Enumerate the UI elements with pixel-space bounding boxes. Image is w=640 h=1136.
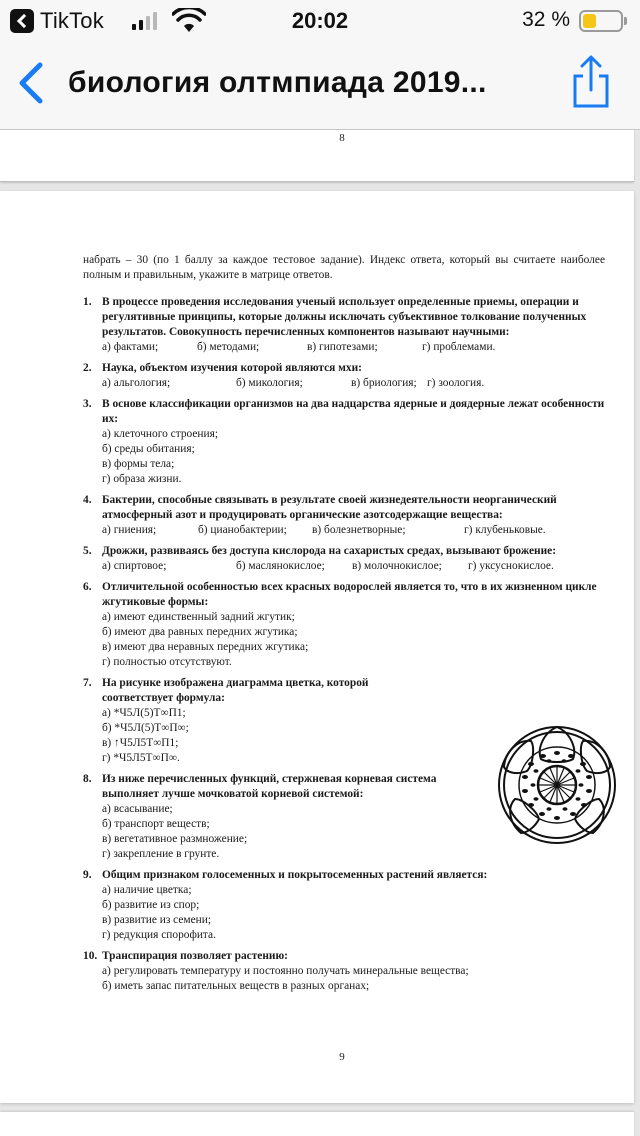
intro-paragraph: набрать – 30 (по 1 баллу за каждое тестовое задание). Индекс ответа, который вы считаете наиболее полным и правильным, укажите в матрице ответов. [83, 254, 605, 281]
option: г) полностью отсутствуют. [102, 656, 232, 668]
option: б) развитие из спор; [102, 899, 200, 911]
question-stem: Из ниже перечисленных функций, стержневая корневая система выполняет лучше мочковатой корневой системой: [102, 773, 437, 800]
option: г) редукция спорофита. [102, 929, 216, 941]
clock: 20:02 [291, 8, 349, 33]
previous-page-number: 8 [339, 132, 345, 144]
option: б) методами; [197, 341, 260, 353]
option: б) среды обитания; [102, 443, 195, 455]
question-stem: В основе классификации организмов на два надцарства ядерные и доядерные лежат особенности их: [102, 398, 605, 425]
question-7: 7. На рисунке изображена диаграмма цветка, которой соответствует формула: а) *Ч5Л(5)Т∞П1; б) *Ч5Л(5)Т∞П∞; в) ↑Ч5Л5Т∞П1; г) *Ч5Л5Т∞П∞. [83, 676, 605, 766]
option: а) всасывание; [102, 803, 173, 815]
option: в) гипотезами; [307, 341, 378, 353]
page-content [83, 253, 605, 1000]
option: г) клубеньковые. [464, 524, 546, 536]
option: б) цианобактерии; [198, 524, 287, 536]
option: а) альгология; [102, 377, 171, 389]
option: а) гниения; [102, 524, 157, 536]
question-stem: Отличительной особенностью всех красных водорослей является то, что в их жизненном цикле жгутиковые формы: [102, 581, 597, 608]
next-page [0, 1112, 634, 1136]
option: б) имеют два равных передних жгутика; [102, 626, 298, 638]
option: б) маслянокислое; [236, 560, 325, 572]
question-1: 1. В процессе проведения исследования ученый использует определенные приемы, операции и регулятивные принципы, которые должны исключать субъективное толкование полученных результатов. Совокупность перечисленных компонентов называют научными: а) фактами; б) методами; в) гипотезами; г) проблемами. [83, 295, 605, 355]
question-6: 6. Отличительной особенностью всех красных водорослей является то, что в их жизненном цикле жгутиковые формы: а) имеют единственный задний жгутик; б) имеют два равных передних жгутика; в) имеют два неравных передних жгутика; г) полностью отсутствуют. [83, 580, 605, 670]
option: в) имеют два неравных передних жгутика; [102, 641, 309, 653]
question-2: 2. Наука, объектом изучения которой являются мхи: а) альгология; б) микология; в) бриология; г) зоология. [83, 361, 605, 391]
question-5: 5. Дрожжи, развиваясь без доступа кислорода на сахаристых средах, вызывают брожение: а) спиртовое; б) маслянокислое; в) молочнокислое; г) уксуснокислое. [83, 544, 605, 574]
formula-option: г) *Ч5Л5Т∞П∞. [102, 752, 180, 764]
question-stem: Бактерии, способные связывать в результате своей жизнедеятельности неорганический атмосферный азот и продуцировать органические азотсодержащие вещества: [102, 494, 557, 521]
question-8: 8. Из ниже перечисленных функций, стержневая корневая система выполняет лучше мочковатой корневой системой: а) всасывание; б) транспорт веществ; в) вегетативное размножение; г) закрепление в грунте. [83, 772, 605, 862]
option: б) иметь запас питательных веществ в разных органах; [102, 980, 370, 992]
option: а) клеточного строения; [102, 428, 219, 440]
option: г) уксуснокислое. [468, 560, 554, 572]
option: б) микология; [236, 377, 303, 389]
option: б) транспорт веществ; [102, 818, 210, 830]
document-page [0, 191, 634, 1103]
question-3: 3. В основе классификации организмов на два надцарства ядерные и доядерные лежат особенности их: а) клеточного строения; б) среды обитания; в) формы тела; г) образа жизни. [83, 398, 605, 485]
option: в) болезнетворные; [312, 524, 406, 536]
option: г) образа жизни. [102, 473, 182, 485]
formula-option: а) *Ч5Л(5)Т∞П1; [102, 707, 186, 719]
option: г) зоология. [427, 377, 485, 389]
question-stem: На рисунке изображена диаграмма цветка, которой соответствует формула: [102, 677, 369, 704]
question-stem: Наука, объектом изучения которой являются мхи: [102, 362, 362, 374]
question-stem: Общим признаком голосеменных и покрытосеменных растений является: [102, 869, 488, 881]
battery-percentage: 32 % [522, 8, 570, 31]
option: в) молочнокислое; [352, 560, 442, 572]
option: а) спиртовое; [102, 560, 167, 572]
flower-diagram-image [485, 719, 630, 851]
option: г) закрепление в грунте. [102, 848, 220, 860]
question-stem: Транспирация позволяет растению: [102, 950, 288, 962]
navigation-bar [0, 42, 640, 130]
question-10: 10. Транспирация позволяет растению: а) регулировать температуру и постоянно получать минеральные вещества; б) иметь запас питательных веществ в разных органах; [83, 949, 605, 994]
option: в) бриология; [351, 377, 417, 389]
battery-icon [579, 10, 623, 32]
option: а) имеют единственный задний жгутик; [102, 611, 295, 623]
option: а) наличие цветка; [102, 884, 192, 896]
back-chevron-icon[interactable] [12, 60, 52, 106]
question-4: 4. Бактерии, способные связывать в результате своей жизнедеятельности неорганический атмосферный азот и продуцировать органические азотсодержащие вещества: а) гниения; б) цианобактерии; в) болезнетворные; г) клубеньковые. [83, 493, 605, 538]
option: г) проблемами. [422, 341, 496, 353]
option: в) вегетативное размножение; [102, 833, 248, 845]
formula-option: б) *Ч5Л(5)Т∞П∞; [102, 722, 189, 734]
status-bar [0, 0, 640, 42]
back-app-label: TikTok [40, 8, 104, 33]
option: а) фактами; [102, 341, 159, 353]
option: а) регулировать температуру и постоянно получать минеральные вещества; [102, 965, 469, 977]
question-stem: Дрожжи, развиваясь без доступа кислорода на сахаристых средах, вызывают брожение: [102, 545, 556, 557]
document-title: биология олтмпиада 2019... [68, 66, 487, 99]
page-number: 9 [339, 1051, 345, 1063]
share-icon[interactable] [568, 54, 614, 110]
formula-option: в) ↑Ч5Л5Т∞П1; [102, 737, 179, 749]
question-stem: В процессе проведения исследования ученый использует определенные приемы, операции и регулятивные принципы, которые должны исключать субъективное толкование полученных результатов. Совокупность перечисленных компонентов называют научными: [102, 296, 587, 338]
option: в) формы тела; [102, 458, 175, 470]
question-9: 9. Общим признаком голосеменных и покрытосеменных растений является: а) наличие цветка; б) развитие из спор; в) развитие из семени; г) редукция спорофита. [83, 868, 605, 943]
option: в) развитие из семени; [102, 914, 212, 926]
previous-page [0, 130, 634, 182]
